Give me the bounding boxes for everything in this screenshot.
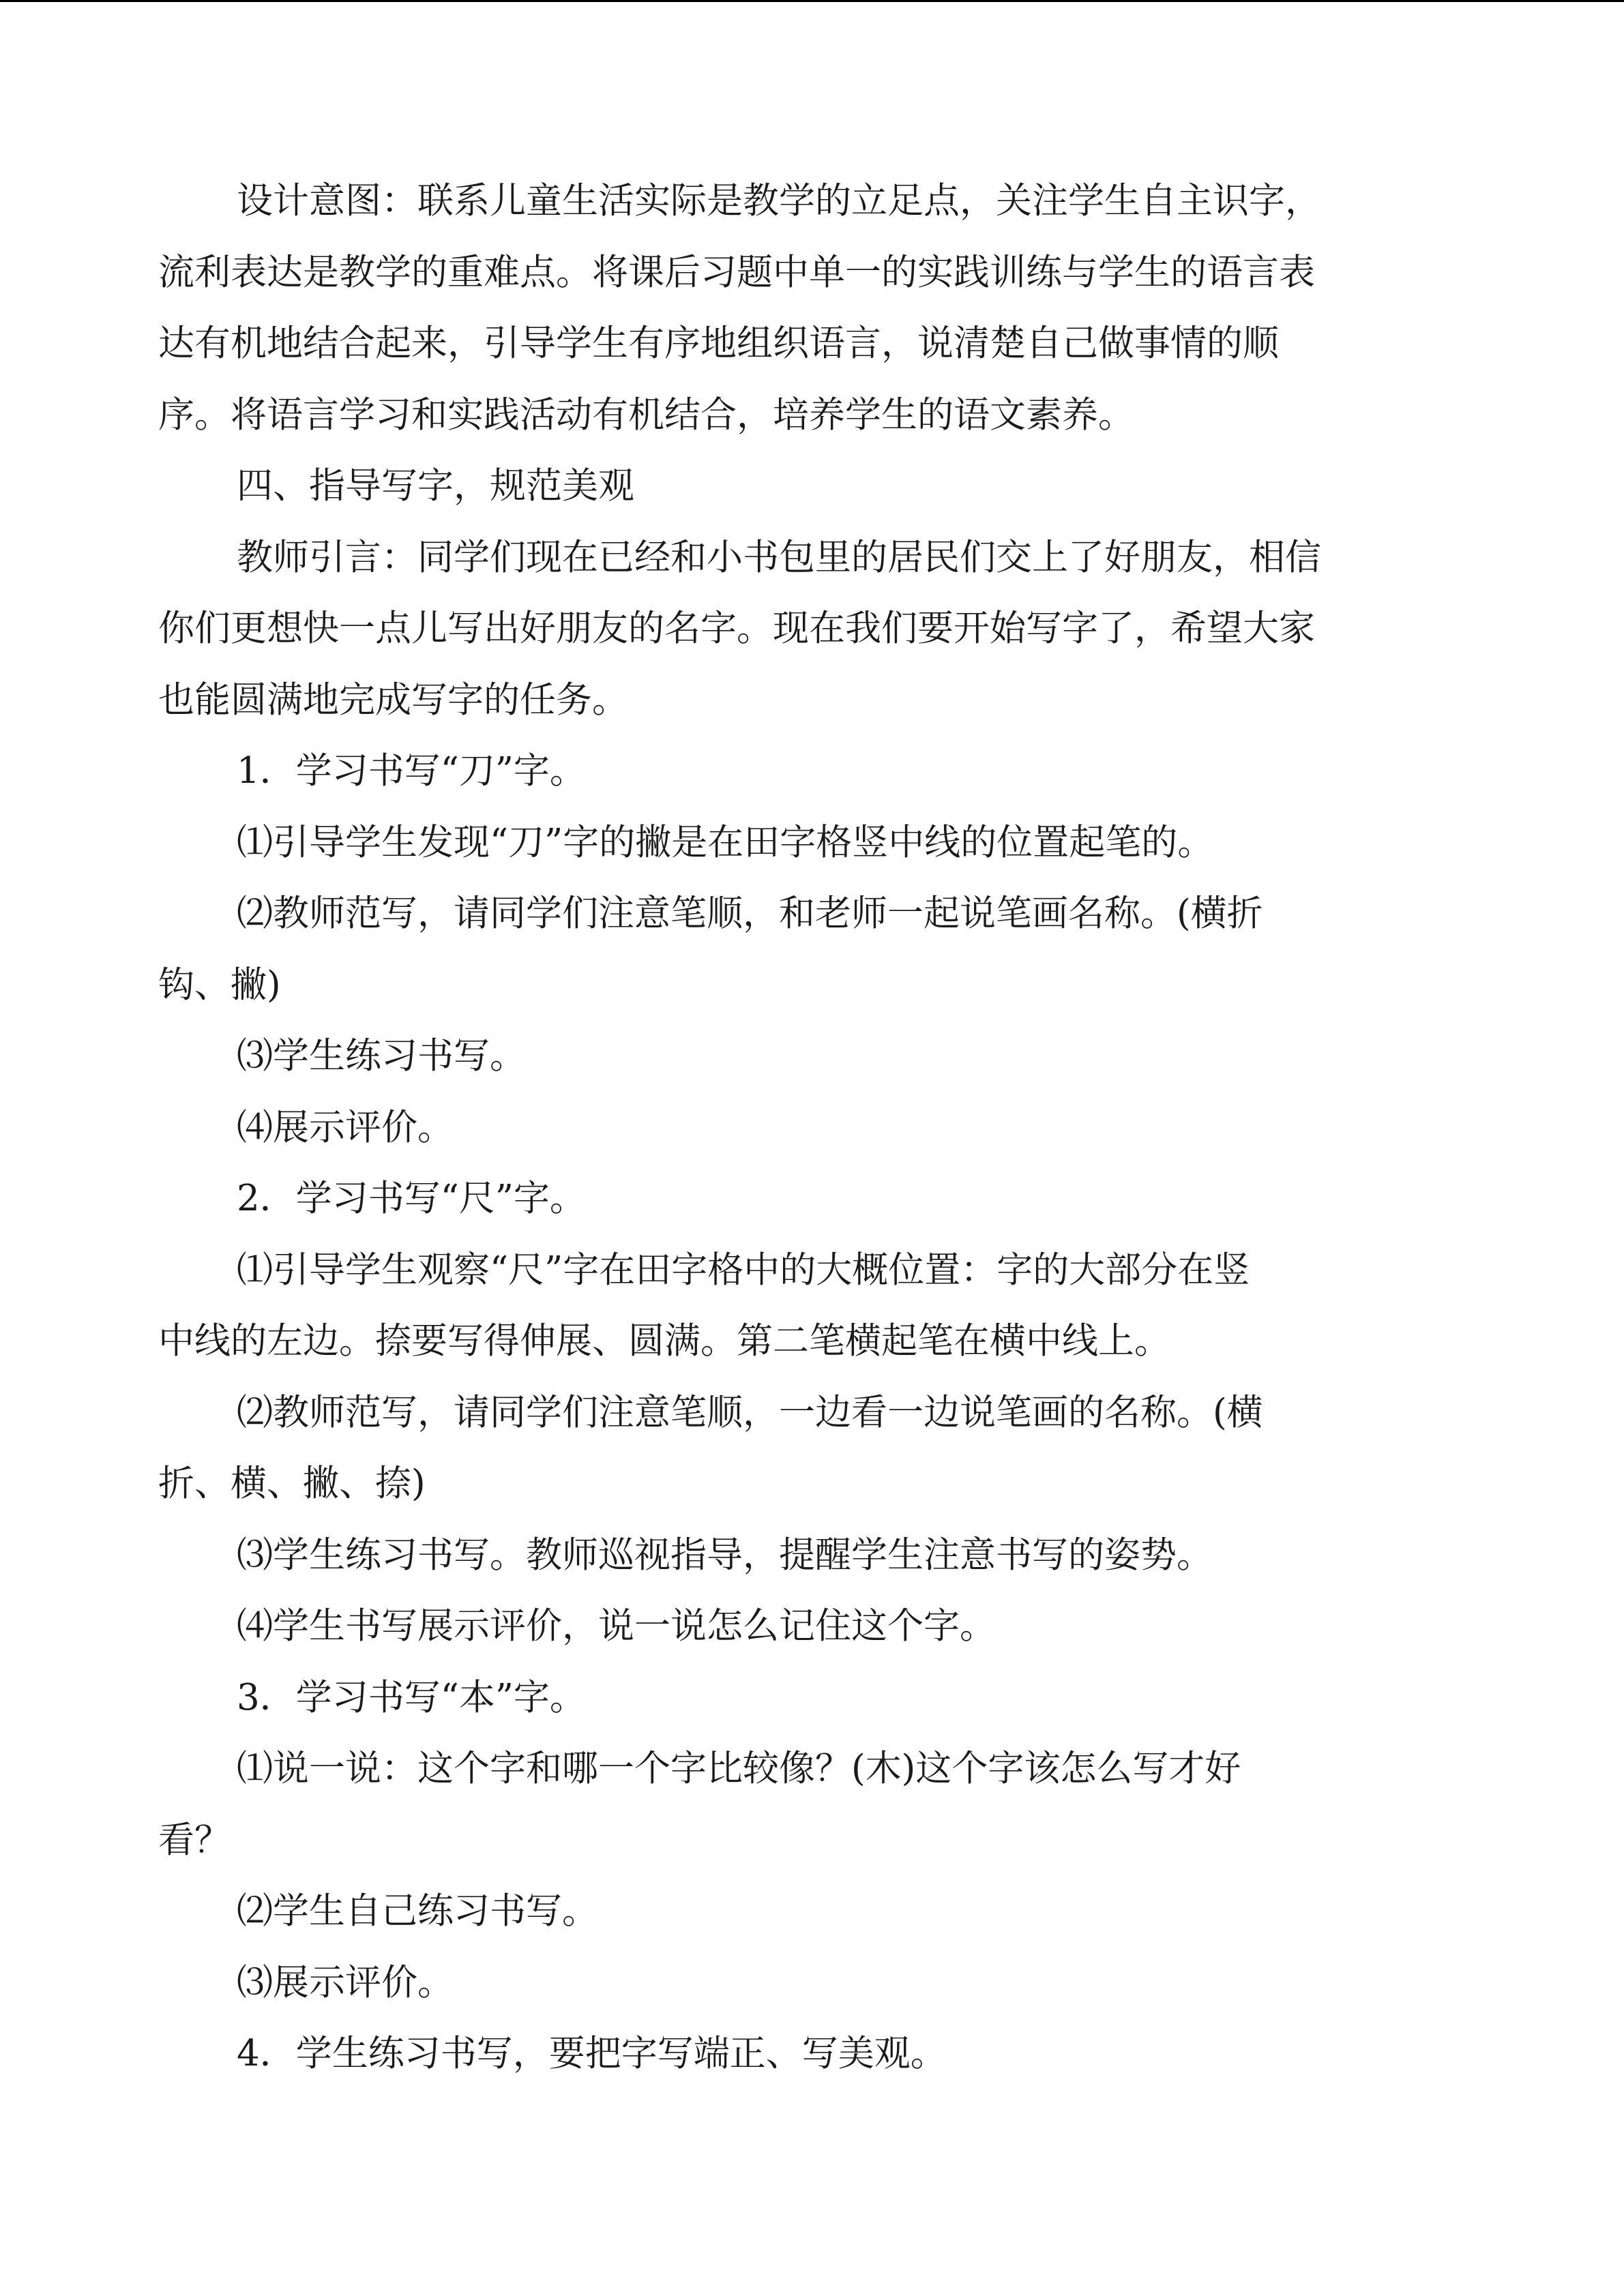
step-2-item-4: [158, 1591, 1406, 1663]
paragraph-line: ⑴说一说：这个字和哪一个字比较像？(木)这个字该怎么写才好: [237, 1748, 1241, 1789]
paragraph-line: ⑶学生练习书写。教师巡视指导，提醒学生注意书写的姿势。: [237, 1534, 1213, 1576]
paragraph-line: 序。将语言学习和实践活动有机结合，培养学生的语文素养。: [158, 393, 1134, 436]
step-3-item-3: [158, 1948, 1406, 2019]
paragraph-line: ⑶展示评价。: [237, 1961, 454, 2003]
step-2-item-3: [158, 1520, 1406, 1592]
paragraph-line: 教师引言：同学们现在已经和小书包里的居民们交上了好朋友，相信: [237, 536, 1321, 578]
paragraph-line: 钩、撇): [158, 964, 281, 1006]
paragraph-line: 达有机地结合起来，引导学生有序地组织语言，说清楚自己做事情的顺: [158, 323, 1279, 364]
design-intent-paragraph: [158, 166, 1406, 451]
paragraph-line: ⑵学生自己练习书写。: [237, 1890, 598, 1932]
step-1-item-1: [158, 807, 1406, 879]
paragraph-line: ⑵教师范写，请同学们注意笔顺，一边看一边说笔画的名称。(横: [237, 1391, 1263, 1433]
step-1-item-2: [158, 878, 1406, 1021]
paragraph-line: ⑷展示评价。: [237, 1106, 454, 1148]
step-1-heading: [158, 736, 1406, 807]
step-4-heading: [158, 2018, 1406, 2090]
paragraph-line: 流利表达是教学的重难点。将课后习题中单一的实践训练与学生的语言表: [158, 251, 1315, 293]
paragraph-line: 也能圆满地完成写字的任务。: [158, 679, 628, 721]
paragraph-line: 设计意图：联系儿童生活实际是教学的立足点，关注学生自主识字，: [237, 180, 1321, 222]
section-heading-text: 四、指导写字，规范美观: [237, 465, 634, 507]
document-body: [158, 166, 1406, 2090]
step-1-item-3: [158, 1021, 1406, 1092]
step-3-heading: [158, 1663, 1406, 1734]
step-3-item-1: [158, 1733, 1406, 1876]
paragraph-line: ⑵教师范写，请同学们注意笔顺，和老师一起说笔画名称。(横折: [237, 893, 1263, 934]
step-2-item-2: [158, 1377, 1406, 1520]
paragraph-line: 折、横、撇、捺): [158, 1463, 426, 1504]
paragraph-line: 看？: [158, 1819, 231, 1861]
step-2-item-1: [158, 1235, 1406, 1377]
step-1-item-4: [158, 1092, 1406, 1164]
paragraph-line: ⑴引导学生观察“尺”字在田字格中的大概位置：字的大部分在竖: [237, 1249, 1250, 1291]
step-heading-text: 3．学习书写“本”字。: [237, 1676, 586, 1718]
step-heading-text: 1．学习书写“刀”字。: [237, 750, 586, 792]
step-heading-text: 4．学生练习书写，要把字写端正、写美观。: [237, 2033, 947, 2074]
paragraph-line: 中线的左边。捺要写得伸展、圆满。第二笔横起笔在横中线上。: [158, 1320, 1170, 1362]
paragraph-line: ⑴引导学生发现“刀”字的撇是在田字格竖中线的位置起笔的。: [237, 821, 1214, 863]
paragraph-line: ⑷学生书写展示评价，说一说怎么记住这个字。: [237, 1605, 996, 1647]
teacher-intro-paragraph: [158, 522, 1406, 736]
step-2-heading: [158, 1163, 1406, 1235]
paragraph-line: ⑶学生练习书写。: [237, 1035, 526, 1077]
paragraph-line: 你们更想快一点儿写出好朋友的名字。现在我们要开始写字了，希望大家: [158, 608, 1315, 649]
step-3-item-2: [158, 1876, 1406, 1948]
step-heading-text: 2．学习书写“尺”字。: [237, 1178, 586, 1219]
section-heading: [158, 451, 1406, 522]
